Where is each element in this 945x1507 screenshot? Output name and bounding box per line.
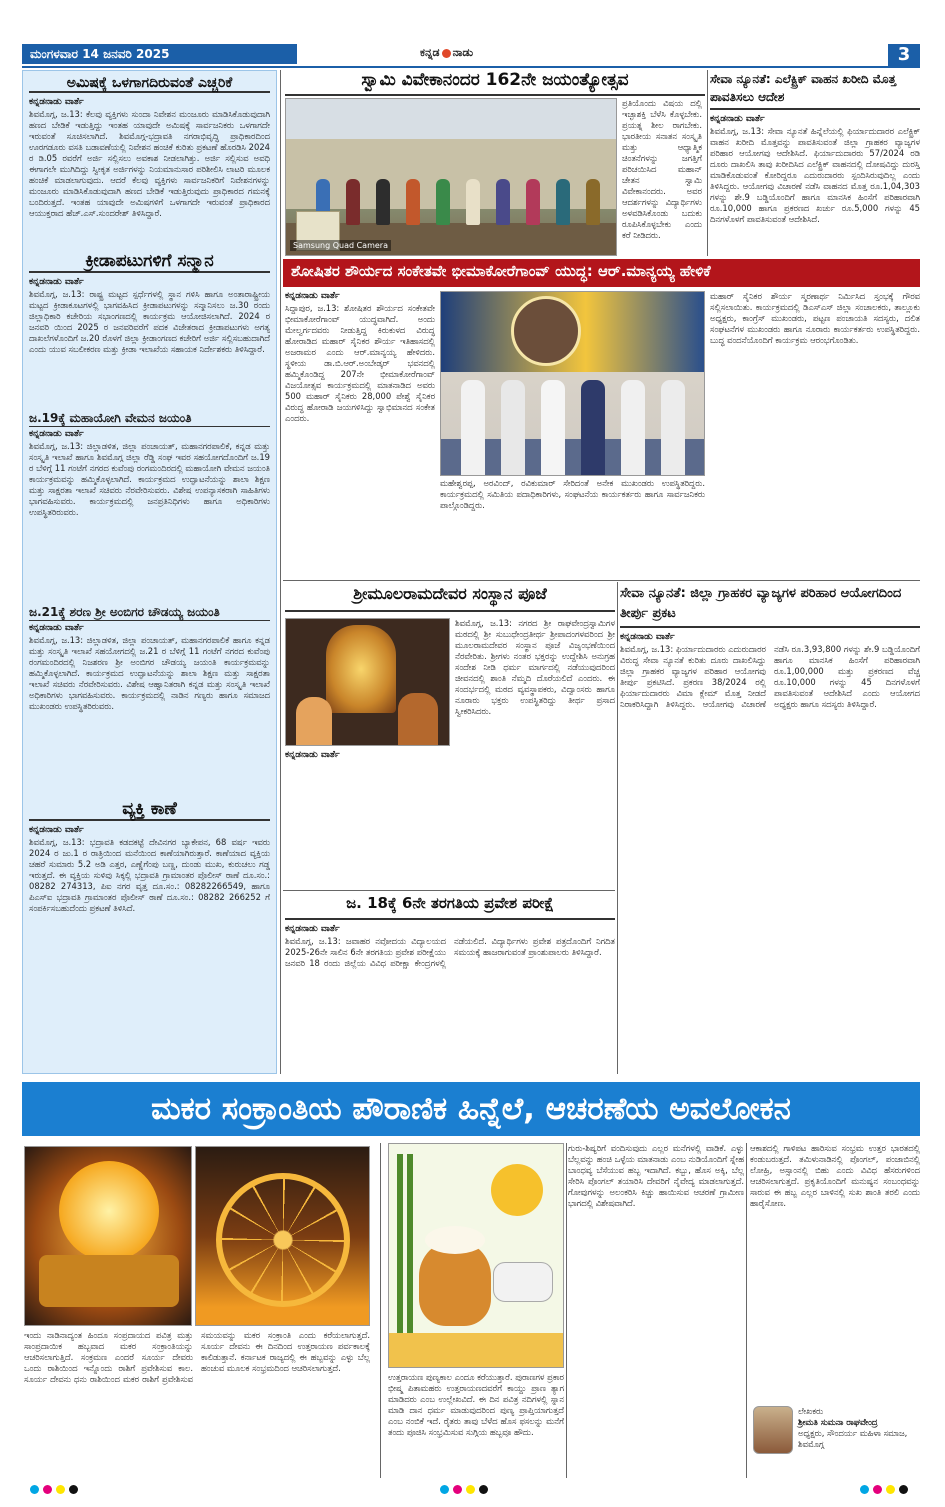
story-body: ಶಿವಮೊಗ್ಗ, ಜ.13: ನಗರದ ಶ್ರೀ ರಾಘವೇಂದ್ರಸ್ವಾಮಿಗಳ ಮಠದಲ್ಲಿ ಶ್ರೀ ಸುಬುಧೇಂದ್ರತೀರ್ಥ ಶ್ರೀಪಾದಂಗಳವರಿಂದ ಶ್ರೀ ಮೂಲರಾಮದೇವರ ಸಂಸ್ಥಾನ ಪೂಜೆ ವಿಜೃಂಭಣೆಯಿಂದ ನೆರವೇರಿತು. ಶ್ರೀಗಳು ನಂತರ ಭಕ್ತರನ್ನು ಉದ್ದೇಶಿಸಿ ಅನುಗ್ರಹ ಸಂದೇಶ ನೀಡಿ ಧರ್ಮ ಮಾರ್ಗದಲ್ಲಿ ನಡೆಯುವುದರಿಂದ ಜೀವನದಲ್ಲಿ ಶಾಂತಿ ನೆಮ್ಮದಿ ದೊರೆಯಲಿದೆ ಎಂದರು. ಈ ಸಂದರ್ಭದಲ್ಲಿ ಮಠದ ವ್ಯವಸ್ಥಾಪಕರು, ವಿದ್ವಾಂಸರು ಹಾಗೂ ನೂರಾರು ಭಕ್ತರು ಉಪಸ್ಥಿತರಿದ್ದು ತೀರ್ಥ ಪ್ರಸಾದ ಸ್ವೀಕರಿಸಿದರು.: [455, 618, 615, 716]
srimoola-dateline: [285, 750, 450, 890]
cow-icon: [493, 1262, 553, 1302]
story-body: ಶಿವಮೊಗ್ಗ, ಜ.13: ಫಿರ್ಯಾದುದಾರರು ಎದುರುದಾರರ ವಿರುದ್ಧ ಸೇವಾ ನ್ಯೂನತೆ ಕುರಿತು ದೂರು ದಾಖಲಿಸಿದ್ದು ಜಿಲ್ಲಾ ಗ್ರಾಹಕರ ವ್ಯಾಜ್ಯಗಳ ಪರಿಹಾರ ಆಯೋಗವು ತೀರ್ಪು ಪ್ರಕಟಿಸಿದೆ. ಪ್ರಕರಣ 38/2024 ರಲ್ಲಿ ಫಿರ್ಯಾದುದಾರರು ವಿಮಾ ಕ್ಲೇಮ್ ಮೊತ್ತ ನೀಡದೆ ನಿರಾಕರಿಸಿದ್ದಾಗಿ ತಿಳಿಸಿದ್ದರು. ಆಯೋಗವು ವಿಚಾರಣೆ ನಡೆಸಿ ರೂ.3,93,800 ಗಳನ್ನು ಶೇ.9 ಬಡ್ಡಿಯೊಂದಿಗೆ ಹಾಗೂ ಮಾನಸಿಕ ಹಿಂಸೆಗೆ ಪರಿಹಾರವಾಗಿ ರೂ.1,00,000 ಮತ್ತು ಪ್ರಕರಣದ ವೆಚ್ಚ ರೂ.10,000 ಗಳನ್ನು 45 ದಿನಗಳೊಳಗೆ ಪಾವತಿಸುವಂತೆ ಆದೇಶಿಸಿದೆ ಎಂದು ಆಯೋಗದ ಅಧ್ಯಕ್ಷರು ಹಾಗೂ ಸದಸ್ಯರು ತಿಳಿಸಿದ್ದಾರೆ.: [620, 644, 920, 709]
photo-chariot: [39, 1255, 179, 1307]
story-body: ಶಿವಮೊಗ್ಗ, ಜ.13: ಕೆಲವು ವ್ಯಕ್ತಿಗಳು ಸುಂದಾ ನಿವೇಶನ ಮಂಜೂರು ಮಾಡಿಸಿಕೊಡುವುದಾಗಿ ಹಣದ ಬೇಡಿಕೆ ಇಡುತ್ತಿದ್ದು ಇಂತಹ ಯಾವುದೇ ಅಮಿಷಕ್ಕೆ ಸಾರ್ವಜನಿಕರು ಒಳಗಾಗದೇ ಇರುವಂತೆ ಸೂಚಿಸಲಾಗಿದೆ. ಶಿವಮೊಗ್ಗ-ಭದ್ರಾವತಿ ನಗರಾಭಿವೃದ್ಧಿ ಪ್ರಾಧಿಕಾರದಿಂದ ಊರಗಡೂರು ವಸತಿ ಬಡಾವಣೆಯಲ್ಲಿ ನಿವೇಶನ ಹಂಚಿಕೆ ಕುರಿತು ಪ್ರಕಟಣೆ ಹೊರಡಿಸಿ 2024 ರ ಡಿ.05 ರವರೆಗೆ ಅರ್ಜಿ ಸಲ್ಲಿಸಲು ಅವಕಾಶ ನೀಡಲಾಗಿತ್ತು. ಅರ್ಜಿ ಸಲ್ಲಿಸುವ ಅವಧಿ ಈಗಾಗಲೇ ಮುಗಿದಿದ್ದು ಸ್ವೀಕೃತ ಅರ್ಜಿಗಳನ್ನು ನಿಯಮಾನುಸಾರ ಪರಿಶೀಲಿಸಿ ಲಾಟರಿ ಮೂಲಕ ಹಂಚಿಕೆ ಮಾಡಲಾಗುವುದು. ಆದರೆ ಕೆಲವು ವ್ಯಕ್ತಿಗಳು ಸಾರ್ವಜನಿಕರಿಗೆ ನಿವೇಶನಗಳನ್ನು ಮಂಜೂರು ಮಾಡಿಸಿಕೊಡುವುದಾಗಿ ಹಣದ ಬೇಡಿಕೆ ಇಡುತ್ತಿರುವುದು ಪ್ರಾಧಿಕಾರದ ಗಮನಕ್ಕೆ ಬಂದಿರುತ್ತದೆ. ಇಂತಹ ಯಾವುದೇ ಅಮಿಷಗಳಿಗೆ ಒಳಗಾಗದೇ ಇರುವಂತೆ ಪ್ರಾಧಿಕಾರದ ಆಯುಕ್ತರಾದ ಹೆಚ್.ಎಸ್.ಸುಂದರೇಶ್ ತಿಳಿಸಿದ್ದಾರೆ.: [29, 109, 270, 218]
author-photo: [753, 1406, 793, 1454]
story-title: ಶ್ರೀಮೂಲರಾಮದೇವರ ಸಂಸ್ಥಾನ ಪೂಜೆ: [285, 584, 615, 612]
photo-caption: Samsung Quad Camera: [290, 240, 391, 251]
temple-pooja-photo: [285, 618, 450, 746]
masthead-left: ಕನ್ನಡ: [420, 46, 440, 59]
photo-person: [556, 179, 570, 225]
photo-person: [501, 380, 525, 475]
photo-person: [661, 380, 685, 475]
header-rule: [22, 66, 920, 68]
dateline: ಕನ್ನಡನಾಡು ವಾರ್ತೆ: [285, 924, 340, 934]
column-divider: [617, 582, 618, 1074]
page-header: [0, 0, 945, 66]
photo-base: [389, 1333, 563, 1367]
dateline: ಕನ್ನಡನಾಡು ವಾರ್ತೆ: [285, 291, 340, 301]
consumer-story: [620, 632, 920, 1072]
story-body: ಶಿವಮೊಗ್ಗ, ಜ.13: ಜಿಲ್ಲಾಡಳಿತ, ಜಿಲ್ಲಾ ಪಂಚಾಯತ್, ಮಹಾನಗರಪಾಲಿಕೆ, ಕನ್ನಡ ಮತ್ತು ಸಂಸ್ಕೃತಿ ಇಲಾಖೆ ಹಾಗೂ ಶಿವಮೊಗ್ಗ ಜಿಲ್ಲಾ ರೆಡ್ಡಿ ಸಂಘ ಇವರ ಸಹಯೋಗದೊಂದಿಗೆ ಜ.19 ರ ಬೆಳಿಗ್ಗೆ 11 ಗಂಟೆಗೆ ನಗರದ ಕುವೆಂಪು ರಂಗಮಂದಿರದಲ್ಲಿ ಮಹಾಯೋಗಿ ವೇಮನ ಜಯಂತಿ ಕಾರ್ಯಕ್ರಮವನ್ನು ಹಮ್ಮಿಕೊಳ್ಳಲಾಗಿದೆ. ಕಾರ್ಯಕ್ರಮದ ಉದ್ಘಾಟನೆಯನ್ನು ಶಾಲಾ ಶಿಕ್ಷಣ ಮತ್ತು ಸಾಕ್ಷರತಾ ಇಲಾಖೆ ಸಚಿವರು ನೆರವೇರಿಸುವರು. ವಿಶೇಷ ಉಪನ್ಯಾಸಕರಾಗಿ ಸಾಹಿತಿಗಳು ಭಾಗವಹಿಸುವರು. ಕಾರ್ಯಕ್ರಮದಲ್ಲಿ ಜನಪ್ರತಿನಿಧಿಗಳು ಹಾಗೂ ಅಧಿಕಾರಿಗಳು ಉಪಸ್ಥಿತರಿರುವರು.: [29, 441, 270, 517]
column-divider: [380, 1143, 381, 1478]
stage-event-photo: [440, 291, 705, 476]
magenta-dot-icon: [873, 1485, 882, 1494]
photo-person: [376, 179, 390, 225]
feature-col2: ಉತ್ತರಾಯಣ ಪುಣ್ಯಕಾಲ ಎಂದೂ ಕರೆಯುತ್ತಾರೆ. ಪುರಾಣಗಳ ಪ್ರಕಾರ ಭೀಷ್ಮ ಪಿತಾಮಹರು ಉತ್ತರಾಯಣದವರೆಗೆ ಕಾಯ್ದು ಪ್ರಾಣ ತ್ಯಾಗ ಮಾಡಿದರು ಎಂಬ ಉಲ್ಲೇಖವಿದೆ. ಈ ದಿನ ಪವಿತ್ರ ನದಿಗಳಲ್ಲಿ ಸ್ನಾನ ಮಾಡಿ ದಾನ ಧರ್ಮ ಮಾಡುವುದರಿಂದ ಪುಣ್ಯ ಪ್ರಾಪ್ತಿಯಾಗುತ್ತದೆ ಎಂಬ ನಂಬಿಕೆ ಇದೆ. ರೈತರು ತಾವು ಬೆಳೆದ ಹೊಸ ಫಸಲನ್ನು ಮನೆಗೆ ತಂದು ಪೂಜಿಸಿ ಸಂಭ್ರಮಿಸುವ ಸುಗ್ಗಿಯ ಹಬ್ಬವೂ ಹೌದು.: [388, 1372, 564, 1437]
yellow-dot-icon: [56, 1485, 65, 1494]
masthead-right: ನಾಡು: [452, 46, 474, 59]
story-title: ಸ್ವಾಮಿ ವಿವೇಕಾನಂದರ 162ನೇ ಜಯಂತ್ಯೋತ್ಸವ: [285, 70, 705, 96]
story-banner: ಶೋಷಿತರ ಶೌರ್ಯದ ಸಂಕೇತವೇ ಭೀಮಾಕೋರೆಗಾಂವ್ ಯುದ್ಧ: ಆರ್.ಮಾನ್ಯಯ್ಯ ಹೇಳಿಕೆ: [283, 259, 920, 287]
admission-story: [285, 924, 615, 1074]
photo-halo: [59, 1161, 159, 1261]
page-number: 3: [888, 44, 920, 66]
story-body: ಶಿವಮೊಗ್ಗ, ಜ.13: ಜವಾಹರ ನವೋದಯ ವಿದ್ಯಾಲಯದ 2025-26ನೇ ಸಾಲಿನ 6ನೇ ತರಗತಿಯ ಪ್ರವೇಶ ಪರೀಕ್ಷೆಯು ಜನವರಿ 18 ರಂದು ಜಿಲ್ಲೆಯ ವಿವಿಧ ಪರೀಕ್ಷಾ ಕೇಂದ್ರಗಳಲ್ಲಿ ನಡೆಯಲಿದೆ. ವಿದ್ಯಾರ್ಥಿಗಳು ಪ್ರವೇಶ ಪತ್ರದೊಂದಿಗೆ ನಿಗದಿತ ಸಮಯಕ್ಕೆ ಹಾಜರಾಗುವಂತೆ ಪ್ರಾಂಶುಪಾಲರು ತಿಳಿಸಿದ್ದಾರೆ.: [285, 936, 615, 968]
registration-marks: [30, 1485, 78, 1494]
rice-icon: [425, 1226, 485, 1254]
page-footer: [0, 1480, 945, 1507]
column-divider: [707, 70, 708, 256]
photo-person: [466, 179, 480, 225]
story-title: ಕ್ರೀಡಾಪಟುಗಳಿಗೆ ಸನ್ಮಾನ: [29, 251, 270, 273]
photo-person: [436, 179, 450, 225]
author-signature: [798, 1406, 920, 1450]
sugarcane-icon: [407, 1154, 413, 1344]
yellow-dot-icon: [886, 1485, 895, 1494]
photo-sky: [286, 99, 616, 139]
story-title: ಜ.21ಕ್ಕೆ ಶರಣ ಶ್ರೀ ಅಂಬಿಗರ ಚೌಡಯ್ಯ ಜಯಂತಿ: [29, 605, 270, 621]
sugarcane-icon: [397, 1154, 403, 1344]
author-label: ಲೇಖಕರು: [798, 1406, 824, 1416]
author-name: ಶ್ರೀಮತಿ ಸುಮನಾ ರಾಘವೇಂದ್ರ: [798, 1417, 878, 1427]
feature-col3: ಗುರು-ಶಿಷ್ಯರಿಗೆ ವಂದಿಸುವುದು ಎಲ್ಲರ ಮನೆಗಳಲ್ಲಿ ವಾಡಿಕೆ. ಎಳ್ಳು ಬೆಲ್ಲವನ್ನು ಹಂಚಿ ಒಳ್ಳೆಯ ಮಾತನಾಡು ಎಂಬ ನುಡಿಯೊಂದಿಗೆ ಸ್ನೇಹ ಬಾಂಧವ್ಯ ಬೆಸೆಯುವ ಹಬ್ಬ ಇದಾಗಿದೆ. ಕಬ್ಬು, ಹೊಸ ಅಕ್ಕಿ, ಬೆಲ್ಲ ಸೇರಿಸಿ ಪೊಂಗಲ್ ತಯಾರಿಸಿ ದೇವರಿಗೆ ನೈವೇದ್ಯ ಮಾಡಲಾಗುತ್ತದೆ. ಗೋವುಗಳನ್ನು ಅಲಂಕರಿಸಿ ಕಿಚ್ಚು ಹಾಯಿಸುವ ಆಚರಣೆ ಗ್ರಾಮೀಣ ಭಾಗದಲ್ಲಿ ವಿಶೇಷವಾಗಿದೆ.: [568, 1143, 744, 1208]
zodiac-wheel-icon: [216, 1173, 350, 1307]
dateline: ಕನ್ನಡನಾಡು ವಾರ್ತೆ: [620, 632, 675, 642]
school-event-photo: [285, 98, 617, 256]
registration-marks: [860, 1485, 908, 1494]
photo-person: [526, 179, 540, 225]
photo-person: [346, 179, 360, 225]
dateline: ಕನ್ನಡನಾಡು ವಾರ್ತೆ: [29, 623, 84, 633]
feature-banner: ಮಕರ ಸಂಕ್ರಾಂತಿಯ ಪೌರಾಣಿಕ ಹಿನ್ನೆಲೆ, ಆಚರಣೆಯ ಅವಲೋಕನ: [22, 1082, 920, 1136]
story-side-body: ಪ್ರತಿಯೊಂದು ವಿಷಯ ದಲ್ಲಿ ಇಚ್ಛಾಶಕ್ತಿ ಬೆಳೆಸಿ ಕೊಳ್ಳಬೇಕು. ಪ್ರಯತ್ನ ಶೀಲ ರಾಗಬೇಕು. ಭಾರತೀಯ ಸನಾತನ ಸಂಸ್ಕೃತಿ ಮತ್ತು ಆಧ್ಯಾತ್ಮಿಕ ಚಿಂತನೆಗಳನ್ನು ಜಗತ್ತಿಗೆ ಪರಿಚಯಿಸಿದ ಮಹಾನ್ ಚೇತನ ಸ್ವಾಮಿ ವಿವೇಕಾನಂದರು. ಅವರ ಆದರ್ಶಗಳನ್ನು ವಿದ್ಯಾರ್ಥಿಗಳು ಅಳವಡಿಸಿಕೊಂಡು ಬದುಕು ರೂಪಿಸಿಕೊಳ್ಳಬೇಕು ಎಂದು ಕರೆ ನೀಡಿದರು.: [622, 98, 702, 240]
story-title: ಜ.19ಕ್ಕೆ ಮಹಾಯೋಗಿ ವೇಮನ ಜಯಂತಿ: [29, 411, 270, 427]
cyan-dot-icon: [30, 1485, 39, 1494]
dateline: ಕನ್ನಡನಾಡು ವಾರ್ತೆ: [29, 97, 84, 107]
dateline: ಕನ್ನಡನಾಡು ವಾರ್ತೆ: [710, 114, 765, 124]
story-title: ಸೇವಾ ನ್ಯೂನತೆ: ಜಿಲ್ಲಾ ಗ್ರಾಹಕರ ವ್ಯಾಜ್ಯಗಳ ಪರಿಹಾರ ಆಯೋಗದಿಂದ ತೀರ್ಪು ಪ್ರಕಟ: [620, 584, 920, 628]
row-divider: [283, 890, 615, 891]
row-divider: [283, 580, 920, 581]
photo-portrait: [511, 296, 581, 366]
feature-col1: ಇಂದು ನಾಡಿನಾದ್ಯಂತ ಹಿಂದೂ ಸಂಪ್ರದಾಯದ ಪವಿತ್ರ ಮತ್ತು ಸಾಂಪ್ರದಾಯಿಕ ಹಬ್ಬವಾದ ಮಕರ ಸಂಕ್ರಾಂತಿಯನ್ನು ಆಚರಿಸಲಾಗುತ್ತಿದೆ. ಸಂಕ್ರಮಣ ಎಂದರೆ ಸೂರ್ಯ ದೇವರು ಒಂದು ರಾಶಿಯಿಂದ ಇನ್ನೊಂದು ರಾಶಿಗೆ ಪ್ರವೇಶಿಸುವ ಕಾಲ. ಸೂರ್ಯ ದೇವನು ಧನು ರಾಶಿಯಿಂದ ಮಕರ ರಾಶಿಗೆ ಪ್ರವೇಶಿಸುವ ಸಮಯವನ್ನು ಮಕರ ಸಂಕ್ರಾಂತಿ ಎಂದು ಕರೆಯಲಾಗುತ್ತದೆ. ಸೂರ್ಯ ದೇವನು ಈ ದಿನದಿಂದ ಉತ್ತರಾಯಣ ಪರ್ವಕಾಲಕ್ಕೆ ಕಾಲಿಡುತ್ತಾನೆ. ಕರ್ನಾಟಕ ರಾಜ್ಯದಲ್ಲಿ ಈ ಹಬ್ಬವನ್ನು ಎಳ್ಳು ಬೆಲ್ಲ ಹಂಚುವ ಮೂಲಕ ಸಂಭ್ರಮದಿಂದ ಆಚರಿಸಲಾಗುತ್ತದೆ.: [24, 1330, 370, 1384]
cyan-dot-icon: [440, 1485, 449, 1494]
black-dot-icon: [479, 1485, 488, 1494]
photo-person: [496, 179, 510, 225]
black-dot-icon: [69, 1485, 78, 1494]
feature-col4: ಆಕಾಶದಲ್ಲಿ ಗಾಳಿಪಟ ಹಾರಿಸುವ ಸಂಭ್ರಮ ಉತ್ತರ ಭಾರತದಲ್ಲಿ ಕಂಡುಬರುತ್ತದೆ. ತಮಿಳುನಾಡಿನಲ್ಲಿ ಪೊಂಗಲ್, ಪಂಜಾಬಿನಲ್ಲಿ ಲೋಹ್ರಿ, ಅಸ್ಸಾಂನಲ್ಲಿ ಬಿಹು ಎಂದು ವಿವಿಧ ಹೆಸರುಗಳಿಂದ ಆಚರಿಸಲಾಗುತ್ತದೆ. ಪ್ರಕೃತಿಯೊಂದಿಗೆ ಮನುಷ್ಯನ ಸಂಬಂಧವನ್ನು ಸಾರುವ ಈ ಹಬ್ಬ ಎಲ್ಲರ ಬಾಳಿನಲ್ಲಿ ಸುಖ ಶಾಂತಿ ತರಲಿ ಎಂದು ಹಾರೈಸೋಣ.: [750, 1143, 920, 1208]
masthead-logo-icon: [442, 49, 451, 58]
photo-person: [398, 693, 438, 745]
magenta-dot-icon: [453, 1485, 462, 1494]
yellow-dot-icon: [466, 1485, 475, 1494]
story-body: ಶಿವಮೊಗ್ಗ, ಜ.13: ಭದ್ರಾವತಿ ಕಡದಕಟ್ಟೆ ದೇವಿನಗರ ಬ್ಯಾಕೇಪನ, 68 ವರ್ಷ ಇವರು 2024 ರ ಜು.1 ರ ರಾತ್ರಿಯಿಂದ ಮನೆಯಿಂದ ಕಾಣೆಯಾಗಿರುತ್ತಾರೆ. ಕಾಣೆಯಾದ ವ್ಯಕ್ತಿಯ ಚಹರೆ ಸುಮಾರು 5.2 ಅಡಿ ಎತ್ತರ, ಎಣ್ಣೆಗೆಂಪು ಬಣ್ಣ, ದುಂಡು ಮುಖ, ಕುರುಚಲು ಗಡ್ಡ ಇರುತ್ತದೆ. ಈ ವ್ಯಕ್ತಿಯ ಸುಳಿವು ಸಿಕ್ಕಲ್ಲಿ ಭದ್ರಾವತಿ ಗ್ರಾಮಾಂತರ ಪೊಲೀಸ್ ಠಾಣೆ ದೂ.ಸಂ.: 08282 274313, ಪಿಐ ನಗರ ವೃತ್ತ ದೂ.ಸಂ.: 08282266549, ಹಾಗೂ ಪಿಎಸ್‌ಐ ಭದ್ರಾವತಿ ಗ್ರಾಮಾಂತರ ಪೊಲೀಸ್ ಠಾಣೆ ದೂ.ಸಂ.: 08282 266252 ಗೆ ಸಂಪರ್ಕಿಸಬಹುದೆಂದು ಪ್ರಕಟಣೆ ತಿಳಿಸಿದೆ.: [29, 837, 270, 913]
story-title: ಅಮಿಷಕ್ಕೆ ಒಳಗಾಗದಿರುವಂತೆ ಎಚ್ಚರಿಕೆ: [29, 75, 270, 93]
srimoola-story: [455, 618, 615, 888]
dateline: ಕನ್ನಡನಾಡು ವಾರ್ತೆ: [29, 825, 84, 835]
photo-person: [406, 179, 420, 225]
black-dot-icon: [899, 1485, 908, 1494]
ev-story: [710, 114, 920, 256]
left-column: [22, 70, 277, 1074]
story-body: ಶಿವಮೊಗ್ಗ, ಜ.13: ರಾಷ್ಟ್ರ ಮಟ್ಟದ ಸ್ಪರ್ಧೆಗಳಲ್ಲಿ ಸ್ಥಾನ ಗಳಿಸಿ ಹಾಗೂ ಅಂತಾರಾಷ್ಟ್ರೀಯ ಮಟ್ಟದ ಕ್ರೀಡಾಕೂಟಗಳಲ್ಲಿ ಭಾಗವಹಿಸಿದ ಕ್ರೀಡಾಪಟುಗಳನ್ನು ಸನ್ಮಾನಿಸಲು ಜ.30 ರಂದು ಜಿಲ್ಲಾಧಿಕಾರಿ ಕಚೇರಿಯ ಸಭಾಂಗಣದಲ್ಲಿ ಕಾರ್ಯಕ್ರಮ ಆಯೋಜಿಸಲಾಗಿದೆ. 2024 ರ ಜನವರಿ ಯಿಂದ 2025 ರ ಜನವರಿವರೆಗೆ ಪದಕ ವಿಜೇತರಾದ ಕ್ರೀಡಾಪಟುಗಳು ಅಗತ್ಯ ದಾಖಲೆಗಳೊಂದಿಗೆ ಜ.20 ರೊಳಗೆ ಜಿಲ್ಲಾ ಕ್ರೀಡಾಂಗಣದ ಕಚೇರಿಗೆ ಅರ್ಜಿ ಸಲ್ಲಿಸಬಹುದಾಗಿದೆ ಎಂದು ಯುವ ಸಬಲೀಕರಣ ಮತ್ತು ಕ್ರೀಡಾ ಇಲಾಖೆಯ ಸಹಾಯಕ ನಿರ್ದೇಶಕರು ತಿಳಿಸಿದ್ದಾರೆ.: [29, 289, 270, 354]
dateline: ಕನ್ನಡನಾಡು ವಾರ್ತೆ: [29, 429, 84, 439]
surya-deity-photo: [24, 1146, 192, 1326]
photo-person: [461, 380, 485, 475]
story-title: ವ್ಯಕ್ತಿ ಕಾಣೆ: [29, 799, 270, 821]
dateline: ಕನ್ನಡನಾಡು ವಾರ್ತೆ: [285, 750, 340, 760]
column-divider: [280, 70, 281, 1074]
registration-marks: [440, 1485, 488, 1494]
story-body: ಶಿವಮೊಗ್ಗ, ಜ.13: ಜಿಲ್ಲಾಡಳಿತ, ಜಿಲ್ಲಾ ಪಂಚಾಯತ್, ಮಹಾನಗರಪಾಲಿಕೆ ಹಾಗೂ ಕನ್ನಡ ಮತ್ತು ಸಂಸ್ಕೃತಿ ಇಲಾಖೆ ಸಹಯೋಗದಲ್ಲಿ ಜ.21 ರ ಬೆಳಿಗ್ಗೆ 11 ಗಂಟೆಗೆ ನಗರದ ಕುವೆಂಪು ರಂಗಮಂದಿರದಲ್ಲಿ ನಿಜಶರಣ ಶ್ರೀ ಅಂಬಿಗರ ಚೌಡಯ್ಯ ಜಯಂತಿ ಕಾರ್ಯಕ್ರಮವನ್ನು ಹಮ್ಮಿಕೊಳ್ಳಲಾಗಿದೆ. ಕಾರ್ಯಕ್ರಮದ ಉದ್ಘಾಟನೆಯನ್ನು ಶಾಲಾ ಶಿಕ್ಷಣ ಮತ್ತು ಸಾಕ್ಷರತಾ ಇಲಾಖೆ ಸಚಿವರು ನೆರವೇರಿಸುವರು. ವಿಶೇಷ ಆಹ್ವಾನಿತರಾಗಿ ಕನ್ನಡ ಮತ್ತು ಸಂಸ್ಕೃತಿ ಇಲಾಖೆ ಅಧಿಕಾರಿಗಳು ಭಾಗವಹಿಸುವರು. ಕಾರ್ಯಕ್ರಮದಲ್ಲಿ ನಾಡಿನ ಗಣ್ಯರು ಹಾಗೂ ಸಮಾಜದ ಮುಖಂಡರು ಉಪಸ್ಥಿತರಿರುವರು.: [29, 635, 270, 711]
column-divider: [746, 1143, 747, 1478]
story-title: ಜ. 18ಕ್ಕೆ 6ನೇ ತರಗತಿಯ ಪ್ರವೇಶ ಪರೀಕ್ಷೆ: [285, 894, 615, 920]
photo-shrine: [326, 625, 396, 713]
story-title: ಸೇವಾ ನ್ಯೂನತೆ: ಎಲೆಕ್ಟ್ರಿಕ್ ವಾಹನ ಖರೀದಿ ಮೊತ್ತ ಪಾವತಿಸಲು ಆದೇಶ: [710, 70, 920, 110]
story-body-right: ಮಹಾರ್ ಸೈನಿಕರ ಶೌರ್ಯ ಸ್ಮರಣಾರ್ಥ ನಿರ್ಮಿಸಿದ ಸ್ತಂಭಕ್ಕೆ ಗೌರವ ಸಲ್ಲಿಸಲಾಯಿತು. ಕಾರ್ಯಕ್ರಮದಲ್ಲಿ ಡಿಎಸ್‌ಎಸ್ ಜಿಲ್ಲಾ ಸಂಚಾಲಕರು, ತಾಲ್ಲೂಕು ಅಧ್ಯಕ್ಷರು, ಕಾಂಗ್ರೆಸ್ ಮುಖಂಡರು, ಪಟ್ಟಣ ಪಂಚಾಯತಿ ಸದಸ್ಯರು, ದಲಿತ ಸಂಘಟನೆಗಳ ಮುಖಂಡರು ಹಾಗೂ ನೂರಾರು ಕಾರ್ಯಕರ್ತರು ಉಪಸ್ಥಿತರಿದ್ದರು. ಬುದ್ಧ ವಂದನೆಯೊಂದಿಗೆ ಕಾರ್ಯಕ್ರಮ ಆರಂಭಗೊಂಡಿತು.: [710, 291, 920, 345]
dateline: ಕನ್ನಡನಾಡು ವಾರ್ತೆ: [29, 277, 84, 287]
photo-person: [581, 380, 605, 475]
pongal-illustration: [388, 1143, 564, 1368]
photo-person: [296, 697, 332, 745]
story-body-cont: ಮಹೇಶ್ವರಪ್ಪ, ಅರವಿಂದ್, ರವಿಕುಮಾರ್ ಸೇರಿದಂತೆ ಅನೇಕ ಮುಖಂಡರು ಉಪಸ್ಥಿತರಿದ್ದರು. ಕಾರ್ಯಕ್ರಮದಲ್ಲಿ ಸಮಿತಿಯ ಪದಾಧಿಕಾರಿಗಳು, ಸಂಘಟನೆಯ ಕಾರ್ಯಕರ್ತರು ಹಾಗೂ ಸಾರ್ವಜನಿಕರು ಪಾಲ್ಗೊಂಡಿದ್ದರು.: [440, 478, 705, 510]
author-role: ಅಧ್ಯಕ್ಷರು, ಸೌಂದರ್ಯ ಮಹಿಳಾ ಸಮಾಜ, ಶಿವಮೊಗ್ಗ: [798, 1428, 908, 1449]
date-bar: ಮಂಗಳವಾರ 14 ಜನವರಿ 2025: [22, 44, 297, 64]
zodiac-wheel-photo: [195, 1146, 370, 1326]
sun-icon: [491, 1164, 543, 1216]
bhima-story-left: [285, 291, 435, 476]
story-body: ಶಿವಮೊಗ್ಗ, ಜ.13: ಸೇವಾ ನ್ಯೂನತೆ ಹಿನ್ನೆಲೆಯಲ್ಲಿ ಫಿರ್ಯಾದುದಾರರ ಎಲೆಕ್ಟ್ರಿಕ್ ವಾಹನ ಖರೀದಿ ಮೊತ್ತವನ್ನು ಪಾವತಿಸುವಂತೆ ಜಿಲ್ಲಾ ಗ್ರಾಹಕರ ವ್ಯಾಜ್ಯಗಳ ಪರಿಹಾರ ಆಯೋಗವು ಆದೇಶಿಸಿದೆ. ಫಿರ್ಯಾದುದಾರರು 57/2024 ರಡಿ ದೂರು ದಾಖಲಿಸಿ ತಾವು ಖರೀದಿಸಿದ ಎಲೆಕ್ಟ್ರಿಕ್ ವಾಹನದಲ್ಲಿ ದೋಷವಿದ್ದು ದುರಸ್ತಿ ಮಾಡಿಕೊಡುವಂತೆ ಕೋರಿದ್ದರೂ ಎದುರುದಾರರು ಸ್ಪಂದಿಸಿರುವುದಿಲ್ಲ ಎಂದು ತಿಳಿಸಿದ್ದರು. ಆಯೋಗವು ವಿಚಾರಣೆ ನಡೆಸಿ ವಾಹನದ ಮೊತ್ತ ರೂ.1,04,303 ಗಳನ್ನು ಶೇ.9 ಬಡ್ಡಿಯೊಂದಿಗೆ ಹಾಗೂ ಮಾನಸಿಕ ಹಿಂಸೆಗೆ ಪರಿಹಾರವಾಗಿ ರೂ.10,000 ಹಾಗೂ ಪ್ರಕರಣದ ಖರ್ಚು ರೂ.5,000 ಗಳನ್ನು 45 ದಿನಗಳೊಳಗೆ ಪಾವತಿಸುವಂತೆ ಆದೇಶಿಸಿದೆ.: [710, 126, 920, 224]
photo-person: [586, 179, 600, 225]
magenta-dot-icon: [43, 1485, 52, 1494]
photo-person: [621, 380, 645, 475]
story-body: ಸಿದ್ದಾಪುರ, ಜ.13: ಶೋಷಿತರ ಶೌರ್ಯದ ಸಂಕೇತವೇ ಭೀಮಾಕೋರೆಗಾಂವ್ ಯುದ್ಧವಾಗಿದೆ. ಅಂದು ಮೇಲ್ವರ್ಗದವರು ನೀಡುತ್ತಿದ್ದ ಕಿರುಕುಳದ ವಿರುದ್ಧ ಹೋರಾಡಿದ ಮಹಾರ್ ಸೈನಿಕರ ಶೌರ್ಯ ಇತಿಹಾಸದಲ್ಲಿ ಅಜರಾಮರ ಎಂದು ಆರ್.ಮಾನ್ಯಯ್ಯ ಹೇಳಿದರು. ಸ್ಥಳೀಯ ಡಾ.ಬಿ.ಆರ್.ಅಂಬೇಡ್ಕರ್ ಭವನದಲ್ಲಿ ಹಮ್ಮಿಕೊಂಡಿದ್ದ 207ನೇ ಭೀಮಾಕೋರೆಗಾಂವ್ ವಿಜಯೋತ್ಸವ ಕಾರ್ಯಕ್ರಮದಲ್ಲಿ ಮಾತನಾಡಿದ ಅವರು 500 ಮಹಾರ್ ಸೈನಿಕರು 28,000 ಪೇಶ್ವೆ ಸೈನಿಕರ ವಿರುದ್ಧ ಹೋರಾಡಿ ಜಯಗಳಿಸಿದ್ದು ಸ್ವಾಭಿಮಾನದ ಸಂಕೇತ ಎಂದರು.: [285, 303, 435, 423]
column-divider: [566, 1143, 567, 1478]
photo-person: [541, 380, 565, 475]
masthead: [420, 46, 473, 60]
cyan-dot-icon: [860, 1485, 869, 1494]
